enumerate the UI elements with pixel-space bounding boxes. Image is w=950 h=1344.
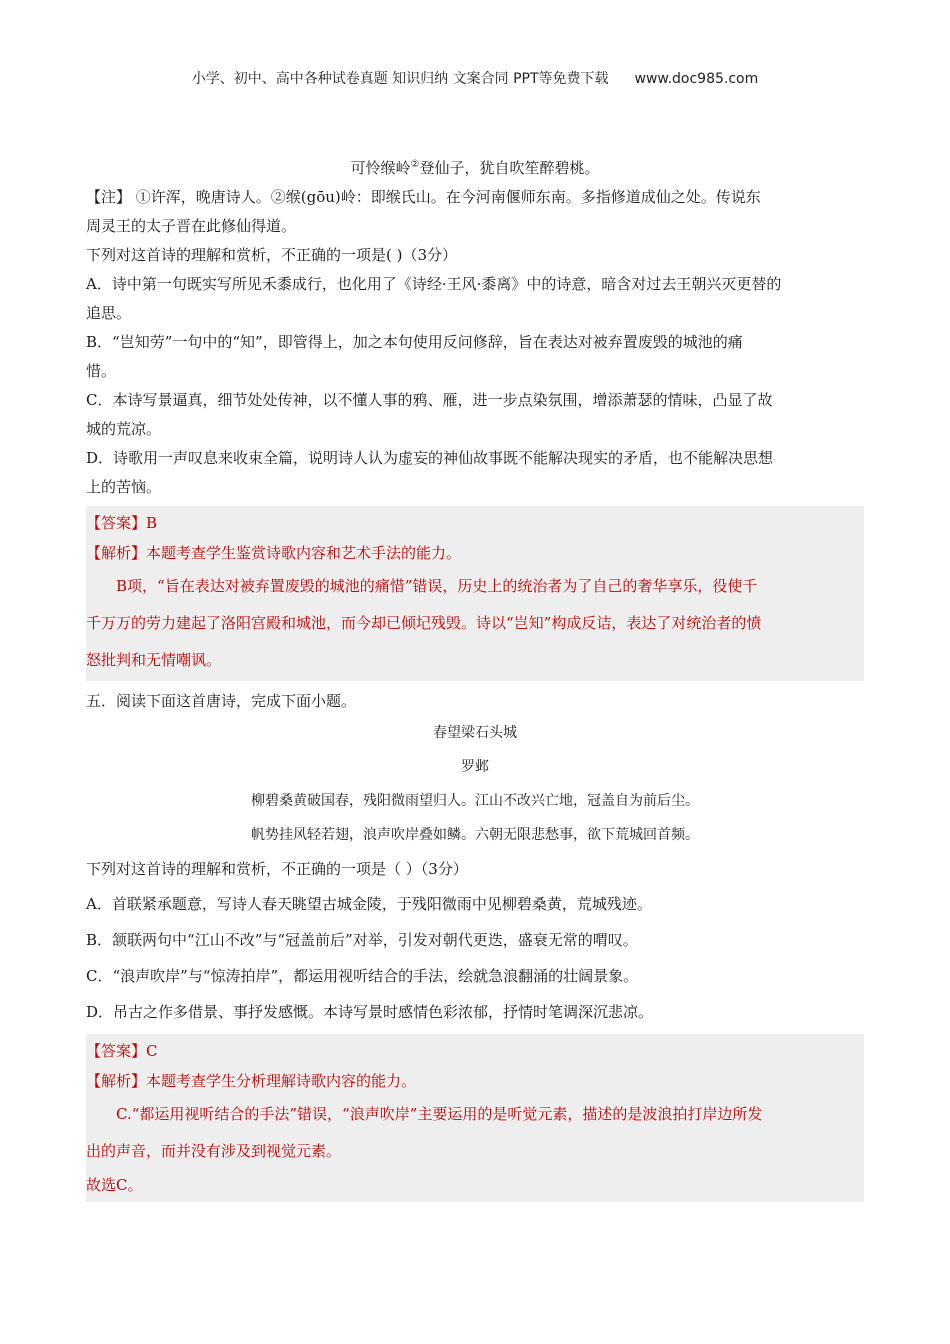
answer-box-q4	[86, 506, 864, 681]
analysis-title-q4: 【解析】本题考查学生鉴赏诗歌内容和艺术手法的能力。	[86, 544, 462, 562]
poem-last-line: 可怜缑岭②登仙子，犹自吹笙醉碧桃。	[350, 159, 600, 177]
note-line-1: 【注】 ①许浑，晚唐诗人。②缑(gōu)岭：即缑氏山。在今河南偃师东南。多指修道成仙之处。传说东	[86, 188, 761, 206]
option-a-line-1: A．诗中第一句既实写所见禾黍成行，也化用了《诗经·王风·黍离》中的诗意，暗含对过去王朝兴灭更替的	[86, 275, 782, 293]
poem-title: 春望梁石头城	[433, 725, 517, 741]
question-4-stem: 下列对这首诗的理解和赏析，不正确的一项是( )（3分）	[86, 246, 458, 264]
analysis-q5-line-1: C.“都运用视听结合的手法”错误，“浪声吹岸”主要运用的是听觉元素，描述的是波浪拍打岸边所发	[116, 1105, 763, 1123]
conclusion-q5: 故选C。	[86, 1176, 143, 1194]
poem-line-1: 柳碧桑黄破国春，残阳微雨望归人。江山不改兴亡地，冠盖自为前后尘。	[251, 793, 699, 809]
q5-option-a: A．首联紧承题意，写诗人春天眺望古城金陵，于残阳微雨中见柳碧桑黄，荒城残迹。	[86, 895, 652, 913]
question-5-stem: 下列对这首诗的理解和赏析，不正确的一项是（ ）（3分）	[86, 860, 468, 878]
option-a-line-2: 追思。	[86, 304, 132, 322]
answer-q4: 【答案】B	[86, 514, 158, 532]
analysis-q4-line-1: B项，“旨在表达对被弃置废毁的城池的痛惜”错误，历史上的统治者为了自己的奢华享乐，役使千	[116, 577, 758, 595]
question-5-intro: 五．阅读下面这首唐诗，完成下面小题。	[86, 692, 357, 710]
analysis-q4-line-2: 千万万的劳力建起了洛阳宫殿和城池，而今却已倾圮残毁。诗以“岂知”构成反诘，表达了对统治者的愤	[86, 614, 762, 632]
q5-option-b: B．颔联两句中“江山不改”与“冠盖前后”对举，引发对朝代更迭，盛衰无常的喟叹。	[86, 931, 638, 949]
poem-line-2: 帆势挂风轻若翅，浪声吹岸叠如鳞。六朝无限悲愁事，欲下荒城回首频。	[251, 827, 699, 843]
q5-option-d: D．吊古之作多借景、事抒发感慨。本诗写景时感情色彩浓郁，抒情时笔调深沉悲凉。	[86, 1003, 654, 1021]
page-header	[0, 68, 950, 88]
poem-author: 罗邺	[461, 759, 489, 775]
header-text: 小学、初中、高中各种试卷真题 知识归纳 文案合同 PPT等免费下载	[191, 71, 609, 87]
q5-option-c: C．“浪声吹岸”与“惊涛拍岸”，都运用视听结合的手法，绘就急浪翻涌的壮阔景象。	[86, 967, 639, 985]
note-line-2: 周灵王的太子晋在此修仙得道。	[86, 217, 297, 235]
option-d-line-1: D．诗歌用一声叹息来收束全篇，说明诗人认为虚妄的神仙故事既不能解决现实的矛盾，也不能解决思想	[86, 449, 774, 467]
option-b-line-1: B．“岂知劳”一句中的“知”，即管得上，加之本句使用反问修辞，旨在表达对被弃置废毁的城池的痛	[86, 333, 743, 351]
analysis-q4-line-3: 怒批判和无情嘲讽。	[86, 651, 222, 669]
analysis-q5-line-2: 出的声音，而并没有涉及到视觉元素。	[86, 1142, 342, 1160]
option-b-line-2: 惜。	[86, 362, 117, 380]
option-c-line-1: C．本诗写景逼真，细节处处传神，以不懂人事的鸦、雁，进一步点染氛围，增添萧瑟的情味，凸显了故	[86, 391, 773, 409]
answer-box-q5	[86, 1034, 864, 1202]
document-body	[86, 150, 864, 1202]
answer-q5: 【答案】C	[86, 1042, 158, 1060]
header-url[interactable]: www.doc985.com	[634, 71, 759, 87]
analysis-title-q5: 【解析】本题考查学生分析理解诗歌内容的能力。	[86, 1072, 417, 1090]
option-d-line-2: 上的苦恼。	[86, 478, 162, 496]
option-c-line-2: 城的荒凉。	[86, 420, 162, 438]
